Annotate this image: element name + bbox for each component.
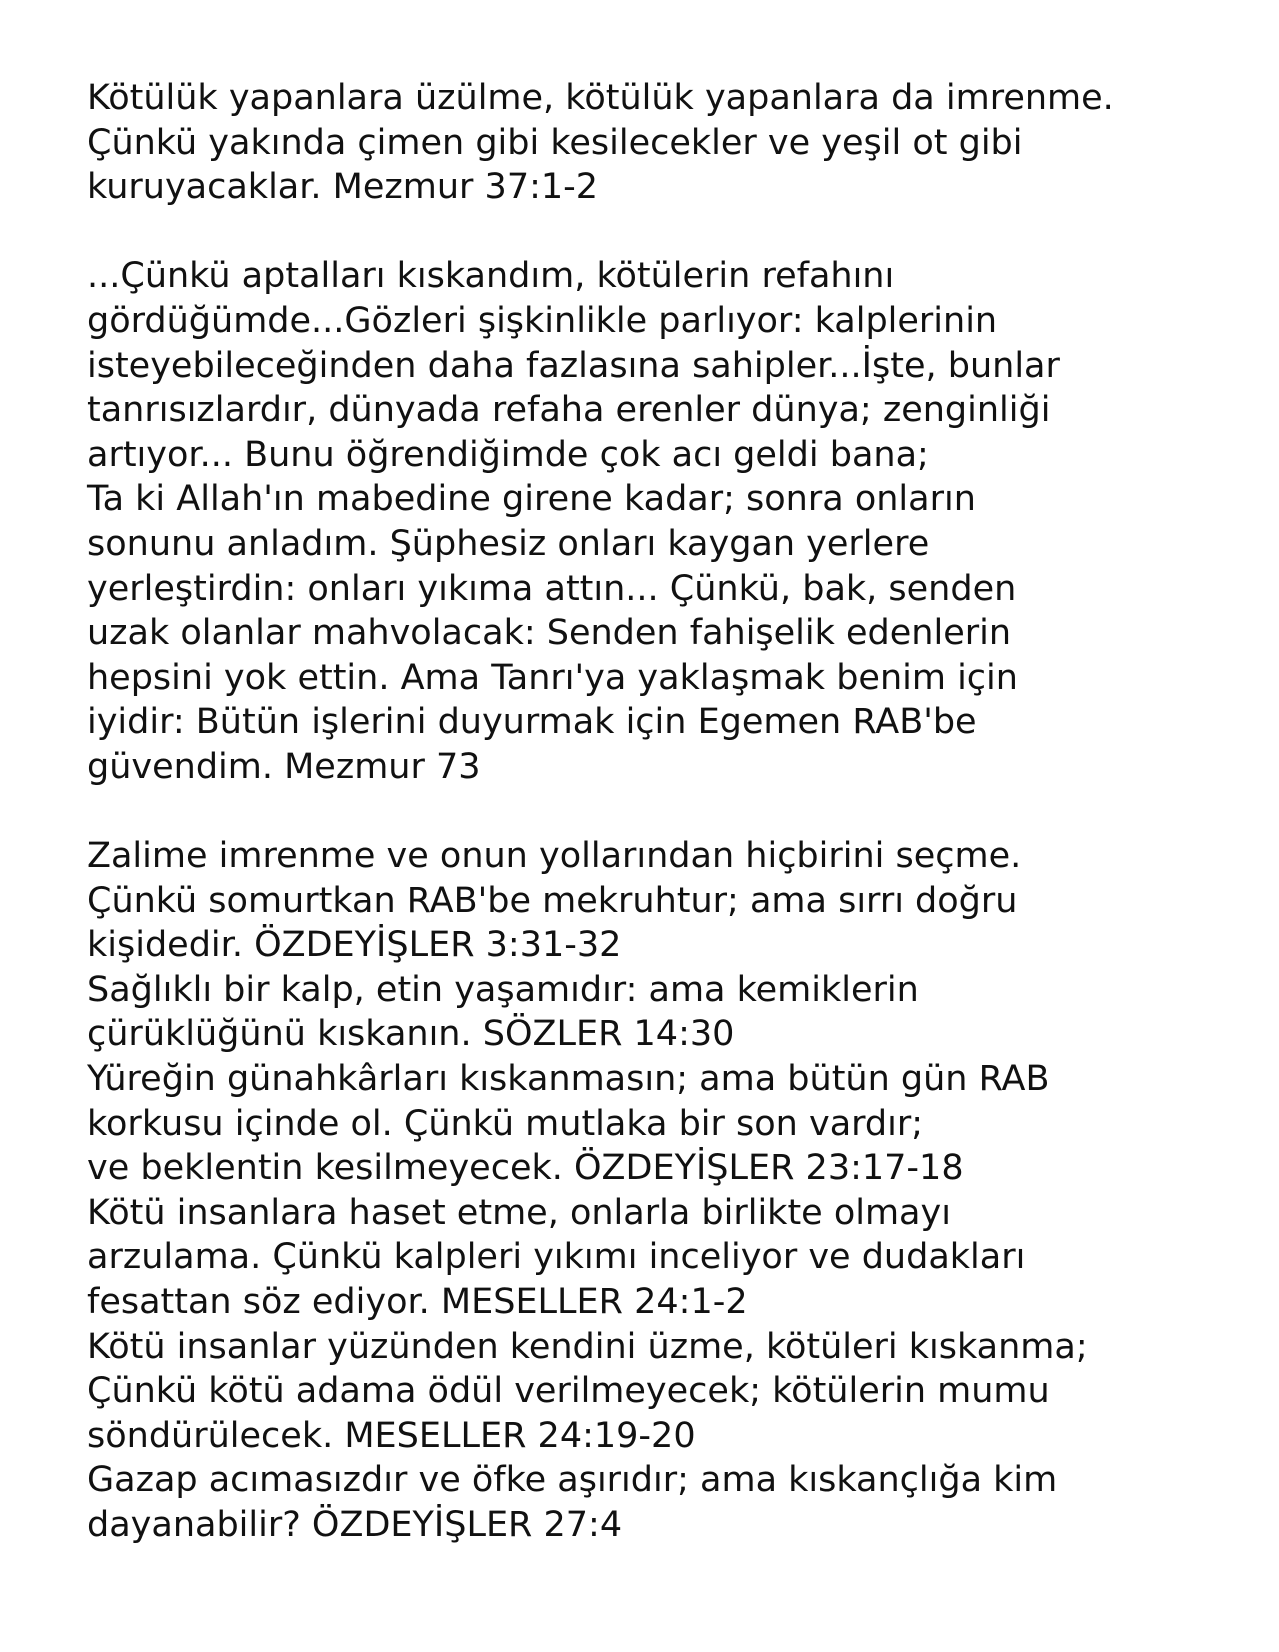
text-line: Kötü insanlara haset etme, onlarla birlikte olmayı — [87, 1192, 951, 1233]
text-line: kuruyacaklar. Mezmur 37:1-2 — [87, 167, 599, 208]
text-line: iyidir: Bütün işlerini duyurmak için Egemen RAB'be — [87, 702, 977, 743]
text-line: kişidedir. ÖZDEYİŞLER 3:31-32 — [87, 925, 622, 966]
text-line: hepsini yok ettin. Ama Tanrı'ya yaklaşmak benim için — [87, 657, 1018, 698]
text-line: ve beklentin kesilmeyecek. ÖZDEYİŞLER 23:17-18 — [87, 1148, 964, 1189]
text-line: gördüğümde...Gözleri şişkinlikle parlıyor: kalplerinin — [87, 300, 998, 341]
text-line: isteyebileceğinden daha fazlasına sahipler...İşte, bunlar — [87, 345, 1060, 386]
text-line: tanrısızlardır, dünyada refaha erenler dünya; zenginliği — [87, 390, 1051, 431]
text-line: dayanabilir? ÖZDEYİŞLER 27:4 — [87, 1505, 623, 1545]
text-line: söndürülecek. MESELLER 24:19-20 — [87, 1415, 696, 1456]
text-line: çürüklüğünü kıskanın. SÖZLER 14:30 — [87, 1014, 735, 1055]
text-line: Çünkü somurtkan RAB'be mekruhtur; ama sırrı doğru — [87, 880, 1018, 921]
text-line: Çünkü kötü adama ödül verilmeyecek; kötülerin mumu — [87, 1371, 1050, 1412]
paragraph-gap — [87, 790, 1257, 835]
text-line: ...Çünkü aptalları kıskandım, kötülerin refahını — [87, 256, 895, 297]
paragraph-mezmur-37 — [87, 76, 1257, 210]
text-line: Ta ki Allah'ın mabedine girene kadar; sonra onların — [87, 479, 976, 520]
text-line: Çünkü yakında çimen gibi kesilecekler ve yeşil ot gibi — [87, 122, 1023, 163]
text-line: sonunu anladım. Şüphesiz onları kaygan yerlere — [87, 523, 930, 564]
paragraph-mezmur-73 — [87, 254, 1257, 789]
text-line: Sağlıklı bir kalp, etin yaşamıdır: ama kemiklerin — [87, 969, 919, 1010]
paragraph-proverbs — [87, 834, 1257, 1548]
text-line: korkusu içinde ol. Çünkü mutlaka bir son vardır; — [87, 1103, 924, 1144]
document-page — [87, 76, 1257, 1548]
text-line: fesattan söz ediyor. MESELLER 24:1-2 — [87, 1282, 748, 1323]
text-line: yerleştirdin: onları yıkıma attın... Çünkü, bak, senden — [87, 568, 1017, 609]
paragraph-gap — [87, 210, 1257, 255]
text-line: artıyor... Bunu öğrendiğimde çok acı geldi bana; — [87, 434, 929, 475]
text-line: Gazap acımasızdır ve öfke aşırıdır; ama kıskançlığa kim — [87, 1460, 1058, 1501]
text-line: güvendim. Mezmur 73 — [87, 746, 481, 787]
text-line: Kötülük yapanlara üzülme, kötülük yapanlara da imrenme. — [87, 78, 1114, 118]
text-line: Kötü insanlar yüzünden kendini üzme, kötüleri kıskanma; — [87, 1326, 1088, 1367]
text-line: uzak olanlar mahvolacak: Senden fahişelik edenlerin — [87, 613, 1012, 654]
text-line: Yüreğin günahkârları kıskanmasın; ama bütün gün RAB — [87, 1059, 1050, 1100]
text-line: Zalime imrenme ve onun yollarından hiçbirini seçme. — [87, 836, 1022, 877]
text-line: arzulama. Çünkü kalpleri yıkımı inceliyor ve dudakları — [87, 1237, 1026, 1278]
